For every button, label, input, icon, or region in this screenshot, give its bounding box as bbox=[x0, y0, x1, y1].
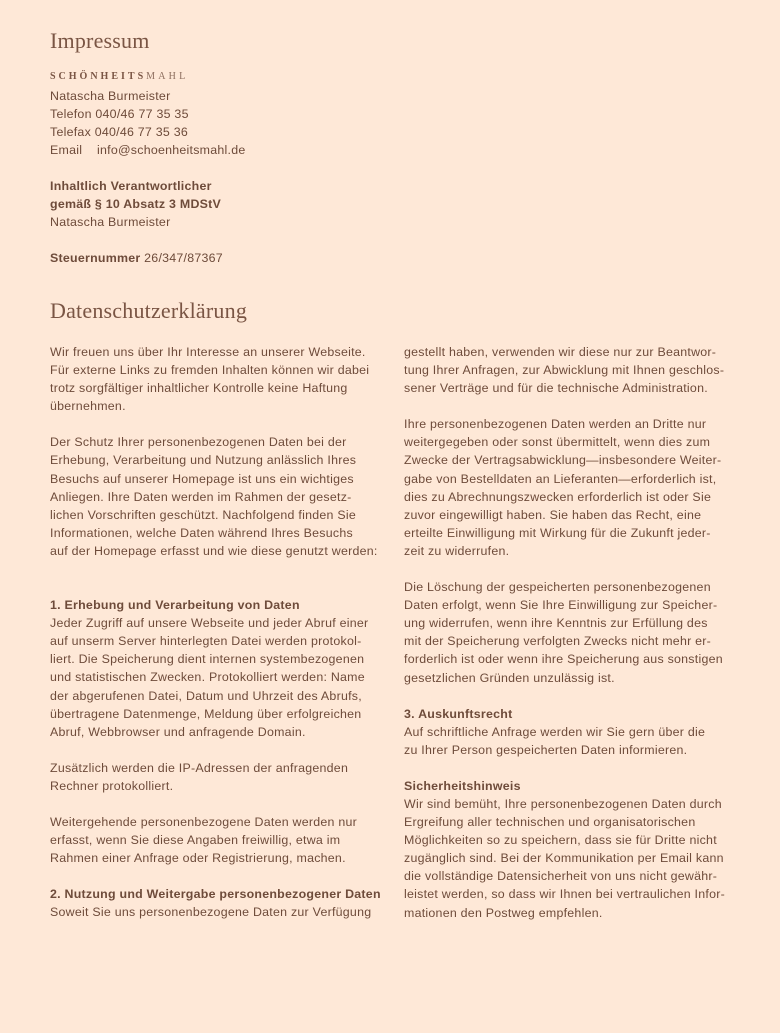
email-label: Email bbox=[50, 143, 83, 157]
text-line: Besuchs auf unserer Homepage ist uns ein wichtiges bbox=[50, 471, 354, 486]
text-line: Anliegen. Ihre Daten werden im Rahmen der gesetz- bbox=[50, 489, 352, 504]
text-line: Möglichkeiten so zu speichern, dass sie für Dritte nicht bbox=[404, 833, 717, 848]
text-line: dies zu Abrechnungszwecken erforderlich ist oder Sie bbox=[404, 489, 712, 504]
text-line: mit der Speicherung verfolgten Zwecks nicht mehr er- bbox=[404, 634, 712, 649]
text-line: erfasst, wenn Sie diese Angaben freiwillig, etwa im bbox=[50, 833, 341, 848]
text-line: gabe von Bestelldaten an Lieferanten—erforderlich ist, bbox=[404, 471, 717, 486]
section-heading-1: 1. Erhebung und Verarbeitung von Daten bbox=[50, 598, 300, 613]
tax-number bbox=[50, 249, 223, 267]
tax-label: Steuernummer bbox=[50, 251, 141, 265]
text-line: erteilte Einwilligung mit Wirkung für die Zukunft jeder- bbox=[404, 525, 711, 540]
text-line: übertragene Datenmenge, Meldung über erfolgreichen bbox=[50, 706, 362, 721]
contact-email-row bbox=[50, 141, 246, 159]
text-line: zeit zu widerrufen. bbox=[404, 543, 510, 558]
text-line: forderlich ist oder wenn ihre Speicherung aus sonstigen bbox=[404, 652, 723, 667]
text-line: auf der Homepage erfasst und wie diese genutzt werden: bbox=[50, 543, 378, 558]
privacy-column-right bbox=[404, 343, 732, 922]
text-line: mationen den Postweg empfehlen. bbox=[404, 905, 603, 920]
text-line: Zwecke der Vertragsabwicklung—insbesondere Weiter- bbox=[404, 453, 722, 468]
text-line: gesetzlichen Gründen unzulässig ist. bbox=[404, 670, 615, 685]
text-line: trotz sorgfältiger inhaltlicher Kontrolle keine Haftung bbox=[50, 381, 348, 396]
contact-phone: Telefon 040/46 77 35 35 bbox=[50, 107, 189, 121]
section-heading-2: 2. Nutzung und Weitergabe personenbezogener Daten bbox=[50, 887, 381, 902]
responsible-heading-2: gemäß § 10 Absatz 3 MDStV bbox=[50, 197, 222, 211]
text-line: übernehmen. bbox=[50, 399, 126, 414]
section-heading-3: 3. Auskunftsrecht bbox=[404, 706, 513, 721]
text-line: Ihre personenbezogenen Daten werden an Dritte nur bbox=[404, 417, 707, 432]
text-line: ung widerrufen, wenn ihre Kenntnis zur Erfüllung des bbox=[404, 616, 708, 631]
text-line: zu Ihrer Person gespeicherten Daten informieren. bbox=[404, 742, 688, 757]
text-line: gestellt haben, verwenden wir diese nur zur Beantwor- bbox=[404, 345, 717, 359]
text-line: auf unserm Server hinterlegten Datei werden protokol- bbox=[50, 634, 362, 649]
text-line: Für externe Links zu fremden Inhalten können wir dabei bbox=[50, 363, 370, 378]
text-line: Daten erfolgt, wenn Sie Ihre Einwilligung zur Speicher- bbox=[404, 598, 718, 613]
impressum-heading: Impressum bbox=[50, 28, 150, 53]
text-line: Soweit Sie uns personenbezogene Daten zur Verfügung bbox=[50, 905, 372, 920]
text-line: lichen Vorschriften geschützt. Nachfolgend finden Sie bbox=[50, 507, 356, 522]
text-line: Jeder Zugriff auf unsere Webseite und jeder Abruf einer bbox=[50, 616, 369, 631]
text-line: und statistischen Zwecken. Protokolliert werden: Name bbox=[50, 670, 365, 685]
text-line: der abgerufenen Datei, Datum und Uhrzeit des Abrufs, bbox=[50, 688, 362, 703]
text-line: zugänglich sind. Bei der Kommunikation per Email kann bbox=[404, 851, 724, 866]
text-line: Die Löschung der gespeicherten personenbezogenen bbox=[404, 580, 711, 595]
text-line: Ergreifung aller technischen und organisatorischen bbox=[404, 815, 696, 830]
responsible-name: Natascha Burmeister bbox=[50, 215, 171, 229]
text-line: Weitergehende personenbezogene Daten werden nur bbox=[50, 814, 358, 829]
datenschutz-heading: Datenschutzerklärung bbox=[50, 298, 248, 323]
section-heading-security: Sicherheitshinweis bbox=[404, 778, 521, 793]
text-line: Informationen, welche Daten während Ihres Besuchs bbox=[50, 525, 353, 540]
text-line: Wir freuen uns über Ihr Interesse an unserer Webseite. bbox=[50, 345, 366, 359]
contact-name: Natascha Burmeister bbox=[50, 89, 171, 103]
text-line: Abruf, Webbrowser und anfragende Domain. bbox=[50, 724, 306, 739]
email-link[interactable]: info@schoenheitsmahl.de bbox=[97, 143, 246, 157]
text-line: die vollständige Datensicherheit von uns nicht gewähr- bbox=[404, 869, 718, 884]
text-line: Wir sind bemüht, Ihre personenbezogenen Daten durch bbox=[404, 796, 722, 811]
text-line: Auf schriftliche Anfrage werden wir Sie gern über die bbox=[404, 724, 706, 739]
text-line: liert. Die Speicherung dient internen systembezogenen bbox=[50, 652, 365, 667]
brand-light: MAHL bbox=[146, 71, 189, 82]
text-line: Der Schutz Ihrer personenbezogenen Daten bei der bbox=[50, 435, 347, 450]
brand-logo bbox=[50, 71, 188, 82]
text-line: Zusätzlich werden die IP-Adressen der anfragenden bbox=[50, 760, 349, 775]
privacy-column-left bbox=[50, 343, 381, 921]
text-line: zuvor eingewilligt haben. Sie haben das Recht, eine bbox=[404, 507, 702, 522]
text-line: sener Verträge und für die technische Administration. bbox=[404, 381, 708, 396]
text-line: tung Ihrer Anfragen, zur Abwicklung mit Ihnen geschlos- bbox=[404, 363, 725, 378]
text-line: Rechner protokolliert. bbox=[50, 778, 174, 793]
contact-fax: Telefax 040/46 77 35 36 bbox=[50, 125, 189, 139]
text-line: leistet werden, so dass wir Ihnen bei vertraulichen Infor- bbox=[404, 887, 725, 902]
tax-value: 26/347/87367 bbox=[144, 251, 223, 265]
brand-bold: SCHÖNHEITS bbox=[50, 71, 147, 82]
text-line: Rahmen einer Anfrage oder Registrierung, machen. bbox=[50, 851, 346, 866]
text-line: weitergegeben oder sonst übermittelt, wenn dies zum bbox=[404, 435, 711, 450]
responsible-heading-1: Inhaltlich Verantwortlicher bbox=[50, 179, 212, 193]
text-line: Erhebung, Verarbeitung und Nutzung anlässlich Ihres bbox=[50, 453, 357, 468]
